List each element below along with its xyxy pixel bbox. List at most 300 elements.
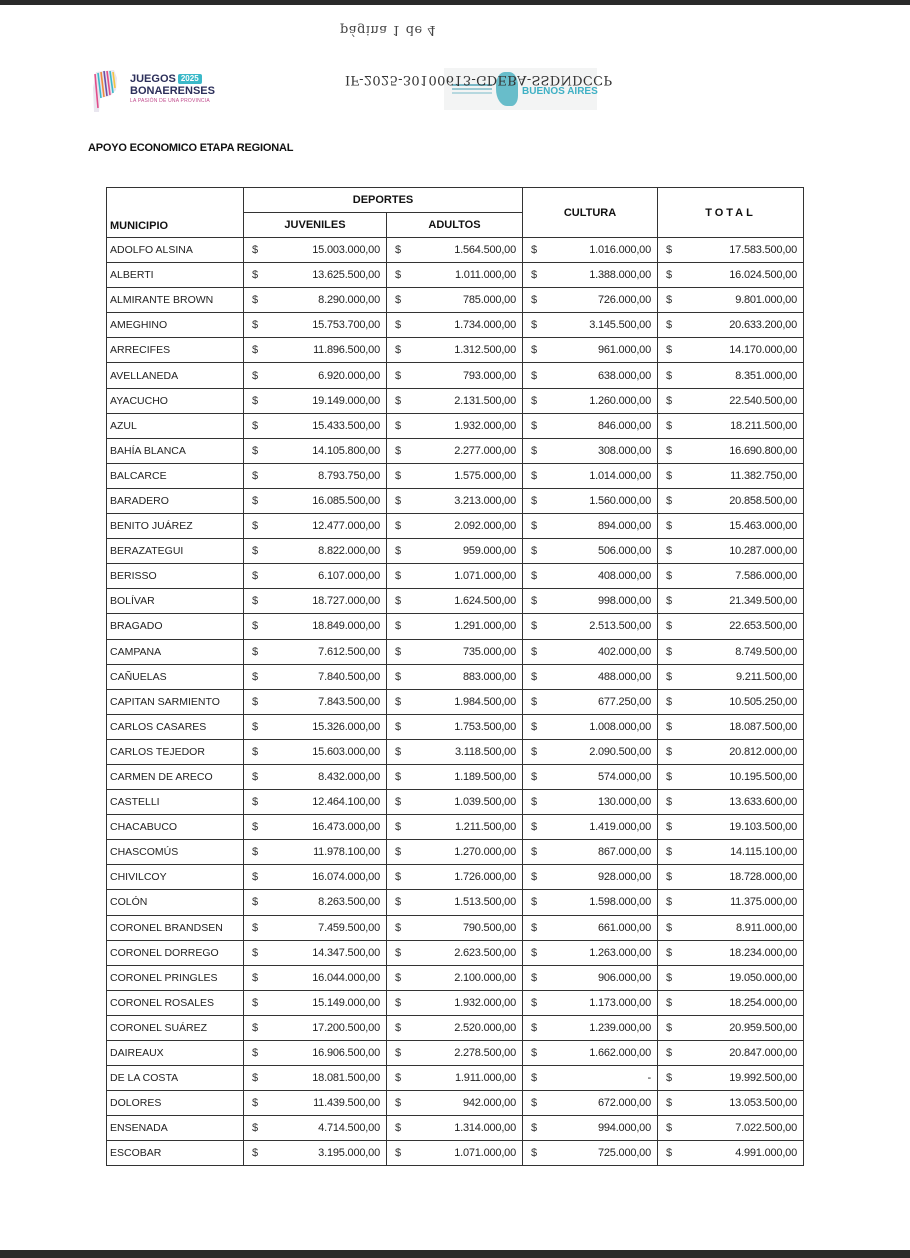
amount-adultos: 1.011.000,00 <box>455 269 517 282</box>
currency-symbol: $ <box>531 1072 538 1085</box>
amount-total: 21.349.500,00 <box>729 595 798 608</box>
cell-cultura <box>523 664 658 689</box>
amount-cultura: 3.145.500,00 <box>589 319 652 332</box>
amount-adultos: 1.312.500,00 <box>454 344 517 357</box>
table-row <box>107 790 804 815</box>
currency-symbol: $ <box>666 545 673 558</box>
cell-juveniles <box>244 1015 387 1040</box>
table-row <box>107 915 804 940</box>
amount-cultura: 725.000,00 <box>597 1147 652 1160</box>
cell-municipio: ALBERTI <box>107 263 244 288</box>
amount-cultura: 1.598.000,00 <box>589 896 652 909</box>
cell-adultos <box>387 463 523 488</box>
currency-symbol: $ <box>252 419 259 432</box>
currency-symbol: $ <box>252 469 259 482</box>
amount-cultura: 846.000,00 <box>597 419 652 432</box>
amount-cultura: 488.000,00 <box>597 670 652 683</box>
currency-symbol: $ <box>395 821 402 834</box>
currency-symbol: $ <box>531 520 538 533</box>
currency-symbol: $ <box>531 1047 538 1060</box>
currency-symbol: $ <box>395 520 402 533</box>
cell-adultos <box>387 313 523 338</box>
currency-symbol: $ <box>666 1021 673 1034</box>
currency-symbol: $ <box>531 771 538 784</box>
currency-symbol: $ <box>395 670 402 683</box>
cell-cultura <box>523 1015 658 1040</box>
amount-juveniles: 12.464.100,00 <box>312 796 380 809</box>
cell-adultos <box>387 1116 523 1141</box>
currency-symbol: $ <box>666 419 673 432</box>
currency-symbol: $ <box>666 846 673 859</box>
cell-municipio: DE LA COSTA <box>107 1066 244 1091</box>
amount-juveniles: 7.843.500,00 <box>318 695 380 708</box>
amount-cultura: 1.263.000,00 <box>589 946 652 959</box>
table-row <box>107 815 804 840</box>
table-row <box>107 338 804 363</box>
amount-juveniles: 16.473.000,00 <box>312 821 380 834</box>
amount-juveniles: 18.727.000,00 <box>312 595 380 608</box>
cell-adultos <box>387 438 523 463</box>
currency-symbol: $ <box>395 1072 402 1085</box>
cell-municipio: DAIREAUX <box>107 1041 244 1066</box>
currency-symbol: $ <box>395 545 402 558</box>
currency-symbol: $ <box>252 444 259 457</box>
currency-symbol: $ <box>395 344 402 357</box>
cell-adultos <box>387 739 523 764</box>
document-id-watermark: IF-2025-30100613-GDEBA-SSDNDCCP <box>345 72 613 87</box>
amount-cultura: - <box>647 1072 652 1085</box>
currency-symbol: $ <box>252 971 259 984</box>
cell-adultos <box>387 639 523 664</box>
cell-cultura <box>523 514 658 539</box>
cell-juveniles <box>244 915 387 940</box>
cell-municipio: AYACUCHO <box>107 388 244 413</box>
cell-total <box>658 238 804 263</box>
table-row <box>107 965 804 990</box>
currency-symbol: $ <box>666 821 673 834</box>
currency-symbol: $ <box>531 319 538 332</box>
currency-symbol: $ <box>666 796 673 809</box>
currency-symbol: $ <box>531 469 538 482</box>
amount-total: 7.586.000,00 <box>735 570 798 583</box>
cell-cultura <box>523 313 658 338</box>
table-row <box>107 664 804 689</box>
amount-adultos: 735.000,00 <box>462 645 517 658</box>
cell-juveniles <box>244 338 387 363</box>
currency-symbol: $ <box>531 1021 538 1034</box>
cell-cultura <box>523 639 658 664</box>
cell-municipio: BARADERO <box>107 488 244 513</box>
cell-adultos <box>387 940 523 965</box>
amount-total: 20.847.000,00 <box>729 1047 798 1060</box>
cell-cultura <box>523 488 658 513</box>
amount-cultura: 661.000,00 <box>597 921 652 934</box>
amount-total: 16.024.500,00 <box>729 269 798 282</box>
amount-cultura: 1.260.000,00 <box>589 394 652 407</box>
cell-municipio: CHASCOMÚS <box>107 840 244 865</box>
cell-total <box>658 865 804 890</box>
cell-total <box>658 1091 804 1116</box>
amount-adultos: 1.039.500,00 <box>454 796 517 809</box>
amount-juveniles: 18.849.000,00 <box>312 620 380 633</box>
cell-adultos <box>387 614 523 639</box>
cell-adultos <box>387 413 523 438</box>
amount-adultos: 2.092.000,00 <box>454 520 517 533</box>
currency-symbol: $ <box>395 394 402 407</box>
cell-adultos <box>387 1091 523 1116</box>
cell-cultura <box>523 890 658 915</box>
cell-juveniles <box>244 539 387 564</box>
cell-municipio: CORONEL SUÁREZ <box>107 1015 244 1040</box>
cell-municipio: AVELLANEDA <box>107 363 244 388</box>
cell-juveniles <box>244 514 387 539</box>
amount-cultura: 998.000,00 <box>597 595 652 608</box>
amount-adultos: 1.291.000,00 <box>454 620 517 633</box>
amount-juveniles: 15.326.000,00 <box>312 720 380 733</box>
cell-cultura <box>523 815 658 840</box>
cell-cultura <box>523 263 658 288</box>
currency-symbol: $ <box>395 1147 402 1160</box>
cell-juveniles <box>244 890 387 915</box>
amount-total: 11.382.750,00 <box>730 469 798 482</box>
cell-adultos <box>387 589 523 614</box>
currency-symbol: $ <box>531 620 538 633</box>
currency-symbol: $ <box>395 971 402 984</box>
currency-symbol: $ <box>395 846 402 859</box>
currency-symbol: $ <box>531 1097 538 1110</box>
currency-symbol: $ <box>531 595 538 608</box>
cell-municipio: COLÓN <box>107 890 244 915</box>
cell-adultos <box>387 965 523 990</box>
header-juveniles: JUVENILES <box>244 213 387 238</box>
currency-symbol: $ <box>531 796 538 809</box>
juegos-bonaerenses-logo <box>90 68 220 114</box>
amount-juveniles: 13.625.500,00 <box>312 269 380 282</box>
currency-symbol: $ <box>395 896 402 909</box>
cell-juveniles <box>244 965 387 990</box>
cell-municipio: CARLOS TEJEDOR <box>107 739 244 764</box>
amount-total: 15.463.000,00 <box>729 520 798 533</box>
currency-symbol: $ <box>252 1122 259 1135</box>
cell-total <box>658 990 804 1015</box>
amount-juveniles: 11.439.500,00 <box>313 1097 380 1110</box>
amount-cultura: 1.560.000,00 <box>589 494 652 507</box>
currency-symbol: $ <box>252 996 259 1009</box>
currency-symbol: $ <box>252 846 259 859</box>
amount-juveniles: 8.793.750,00 <box>318 469 380 482</box>
cell-juveniles <box>244 463 387 488</box>
currency-symbol: $ <box>666 494 673 507</box>
currency-symbol: $ <box>252 244 259 257</box>
cell-municipio: BOLÍVAR <box>107 589 244 614</box>
currency-symbol: $ <box>531 344 538 357</box>
cell-municipio: AMEGHINO <box>107 313 244 338</box>
cell-cultura <box>523 363 658 388</box>
amount-total: 18.254.000,00 <box>729 996 798 1009</box>
currency-symbol: $ <box>531 921 538 934</box>
cell-total <box>658 589 804 614</box>
cell-juveniles <box>244 313 387 338</box>
table-row <box>107 363 804 388</box>
currency-symbol: $ <box>252 1097 259 1110</box>
cell-cultura <box>523 1091 658 1116</box>
cell-cultura <box>523 413 658 438</box>
cell-adultos <box>387 815 523 840</box>
cell-juveniles <box>244 564 387 589</box>
currency-symbol: $ <box>252 1147 259 1160</box>
amount-adultos: 942.000,00 <box>462 1097 517 1110</box>
cell-cultura <box>523 1141 658 1166</box>
amount-cultura: 2.513.500,00 <box>589 620 652 633</box>
currency-symbol: $ <box>395 695 402 708</box>
cell-total <box>658 363 804 388</box>
cell-municipio: CHACABUCO <box>107 815 244 840</box>
currency-symbol: $ <box>666 444 673 457</box>
amount-juveniles: 8.290.000,00 <box>318 294 380 307</box>
amount-cultura: 867.000,00 <box>597 846 652 859</box>
currency-symbol: $ <box>252 394 259 407</box>
cell-municipio: CHIVILCOY <box>107 865 244 890</box>
cell-juveniles <box>244 614 387 639</box>
table-row <box>107 739 804 764</box>
amount-juveniles: 8.432.000,00 <box>318 771 380 784</box>
cell-juveniles <box>244 1141 387 1166</box>
cell-juveniles <box>244 840 387 865</box>
cell-juveniles <box>244 689 387 714</box>
table-row <box>107 1066 804 1091</box>
cell-adultos <box>387 790 523 815</box>
table-row <box>107 689 804 714</box>
currency-symbol: $ <box>252 294 259 307</box>
cell-adultos <box>387 539 523 564</box>
amount-adultos: 1.513.500,00 <box>454 896 517 909</box>
cell-adultos <box>387 689 523 714</box>
table-row <box>107 865 804 890</box>
amount-total: 20.633.200,00 <box>729 319 798 332</box>
amount-total: 13.633.600,00 <box>729 796 798 809</box>
cell-cultura <box>523 463 658 488</box>
amount-total: 20.959.500,00 <box>729 1021 798 1034</box>
amount-adultos: 1.071.000,00 <box>454 1147 517 1160</box>
amount-total: 8.911.000,00 <box>736 921 798 934</box>
table-row <box>107 463 804 488</box>
currency-symbol: $ <box>531 1147 538 1160</box>
amount-cultura: 574.000,00 <box>597 771 652 784</box>
cell-adultos <box>387 238 523 263</box>
amount-adultos: 1.189.500,00 <box>454 771 517 784</box>
cell-juveniles <box>244 940 387 965</box>
amount-juveniles: 7.612.500,00 <box>318 645 380 658</box>
currency-symbol: $ <box>395 419 402 432</box>
cell-total <box>658 1066 804 1091</box>
cell-adultos <box>387 915 523 940</box>
amount-cultura: 130.000,00 <box>597 796 652 809</box>
cell-municipio: CARMEN DE ARECO <box>107 764 244 789</box>
amount-total: 18.234.000,00 <box>729 946 798 959</box>
currency-symbol: $ <box>531 570 538 583</box>
cell-cultura <box>523 589 658 614</box>
cell-cultura <box>523 338 658 363</box>
cell-total <box>658 263 804 288</box>
cell-juveniles <box>244 238 387 263</box>
amount-adultos: 2.100.000,00 <box>454 971 517 984</box>
amount-adultos: 1.314.000,00 <box>454 1122 517 1135</box>
amount-adultos: 2.131.500,00 <box>454 394 517 407</box>
amount-cultura: 408.000,00 <box>597 570 652 583</box>
cell-adultos <box>387 263 523 288</box>
currency-symbol: $ <box>395 620 402 633</box>
cell-adultos <box>387 1015 523 1040</box>
amount-adultos: 793.000,00 <box>462 369 517 382</box>
header-cultura: CULTURA <box>523 188 658 238</box>
amount-adultos: 1.726.000,00 <box>454 871 517 884</box>
amount-total: 18.211.500,00 <box>730 419 798 432</box>
currency-symbol: $ <box>666 645 673 658</box>
amount-adultos: 3.118.500,00 <box>455 745 517 758</box>
cell-adultos <box>387 388 523 413</box>
currency-symbol: $ <box>252 821 259 834</box>
currency-symbol: $ <box>666 1097 673 1110</box>
header-deportes: DEPORTES <box>244 188 523 213</box>
currency-symbol: $ <box>252 494 259 507</box>
cell-total <box>658 1041 804 1066</box>
currency-symbol: $ <box>252 1072 259 1085</box>
cell-cultura <box>523 714 658 739</box>
cell-cultura <box>523 940 658 965</box>
table-row <box>107 564 804 589</box>
currency-symbol: $ <box>395 1047 402 1060</box>
currency-symbol: $ <box>666 1147 673 1160</box>
table-row <box>107 940 804 965</box>
cell-total <box>658 790 804 815</box>
amount-juveniles: 15.433.500,00 <box>312 419 380 432</box>
cell-municipio: ADOLFO ALSINA <box>107 238 244 263</box>
currency-symbol: $ <box>666 720 673 733</box>
currency-symbol: $ <box>666 871 673 884</box>
currency-symbol: $ <box>666 244 673 257</box>
cell-total <box>658 664 804 689</box>
currency-symbol: $ <box>666 695 673 708</box>
amount-juveniles: 15.753.700,00 <box>312 319 380 332</box>
amount-cultura: 402.000,00 <box>597 645 652 658</box>
cell-juveniles <box>244 1066 387 1091</box>
province-name: BUENOS AIRES <box>522 86 598 97</box>
cell-total <box>658 840 804 865</box>
currency-symbol: $ <box>395 570 402 583</box>
cell-total <box>658 940 804 965</box>
amount-cultura: 1.016.000,00 <box>589 244 652 257</box>
cell-cultura <box>523 438 658 463</box>
cell-cultura <box>523 840 658 865</box>
document-title: APOYO ECONOMICO ETAPA REGIONAL <box>88 142 294 154</box>
logo-title-bonaerenses: BONAERENSES <box>130 85 215 97</box>
currency-symbol: $ <box>395 771 402 784</box>
amount-total: 10.195.500,00 <box>729 771 798 784</box>
currency-symbol: $ <box>252 670 259 683</box>
currency-symbol: $ <box>395 645 402 658</box>
amount-total: 22.540.500,00 <box>729 394 798 407</box>
cell-municipio: ALMIRANTE BROWN <box>107 288 244 313</box>
amount-juveniles: 16.906.500,00 <box>312 1047 380 1060</box>
cell-adultos <box>387 840 523 865</box>
currency-symbol: $ <box>252 946 259 959</box>
currency-symbol: $ <box>666 1072 673 1085</box>
currency-symbol: $ <box>531 846 538 859</box>
currency-symbol: $ <box>395 1021 402 1034</box>
table-row <box>107 764 804 789</box>
cell-juveniles <box>244 589 387 614</box>
cell-total <box>658 514 804 539</box>
amount-cultura: 677.250,00 <box>597 695 652 708</box>
currency-symbol: $ <box>531 996 538 1009</box>
cell-cultura <box>523 564 658 589</box>
amount-total: 8.351.000,00 <box>735 369 798 382</box>
table-row <box>107 238 804 263</box>
currency-symbol: $ <box>531 695 538 708</box>
province-stripes-icon <box>90 68 120 114</box>
amount-juveniles: 19.149.000,00 <box>312 394 380 407</box>
cell-juveniles <box>244 739 387 764</box>
currency-symbol: $ <box>252 921 259 934</box>
currency-symbol: $ <box>531 670 538 683</box>
currency-symbol: $ <box>395 1097 402 1110</box>
table-row <box>107 514 804 539</box>
table-row <box>107 714 804 739</box>
amount-adultos: 959.000,00 <box>462 545 517 558</box>
currency-symbol: $ <box>395 244 402 257</box>
cell-adultos <box>387 714 523 739</box>
table-row <box>107 263 804 288</box>
amount-juveniles: 11.896.500,00 <box>313 344 380 357</box>
cell-juveniles <box>244 388 387 413</box>
amount-juveniles: 15.003.000,00 <box>312 244 380 257</box>
cell-municipio: CAPITAN SARMIENTO <box>107 689 244 714</box>
currency-symbol: $ <box>666 394 673 407</box>
table-row <box>107 438 804 463</box>
amount-cultura: 726.000,00 <box>597 294 652 307</box>
currency-symbol: $ <box>666 946 673 959</box>
cell-total <box>658 815 804 840</box>
currency-symbol: $ <box>666 745 673 758</box>
amount-juveniles: 14.347.500,00 <box>312 946 380 959</box>
cell-cultura <box>523 790 658 815</box>
amount-total: 14.170.000,00 <box>729 344 798 357</box>
currency-symbol: $ <box>666 896 673 909</box>
currency-symbol: $ <box>666 1047 673 1060</box>
cell-cultura <box>523 238 658 263</box>
amount-total: 7.022.500,00 <box>735 1122 798 1135</box>
amount-total: 9.801.000,00 <box>735 294 798 307</box>
cell-cultura <box>523 1066 658 1091</box>
table-row <box>107 840 804 865</box>
amount-adultos: 1.071.000,00 <box>454 570 517 583</box>
amount-juveniles: 11.978.100,00 <box>313 846 380 859</box>
cell-total <box>658 714 804 739</box>
cell-municipio: AZUL <box>107 413 244 438</box>
currency-symbol: $ <box>531 871 538 884</box>
currency-symbol: $ <box>666 520 673 533</box>
cell-adultos <box>387 990 523 1015</box>
cell-juveniles <box>244 363 387 388</box>
currency-symbol: $ <box>666 670 673 683</box>
table-row <box>107 1015 804 1040</box>
cell-municipio: BENITO JUÁREZ <box>107 514 244 539</box>
currency-symbol: $ <box>666 294 673 307</box>
amount-total: 19.103.500,00 <box>729 821 798 834</box>
currency-symbol: $ <box>666 570 673 583</box>
currency-symbol: $ <box>666 319 673 332</box>
amount-cultura: 994.000,00 <box>597 1122 652 1135</box>
